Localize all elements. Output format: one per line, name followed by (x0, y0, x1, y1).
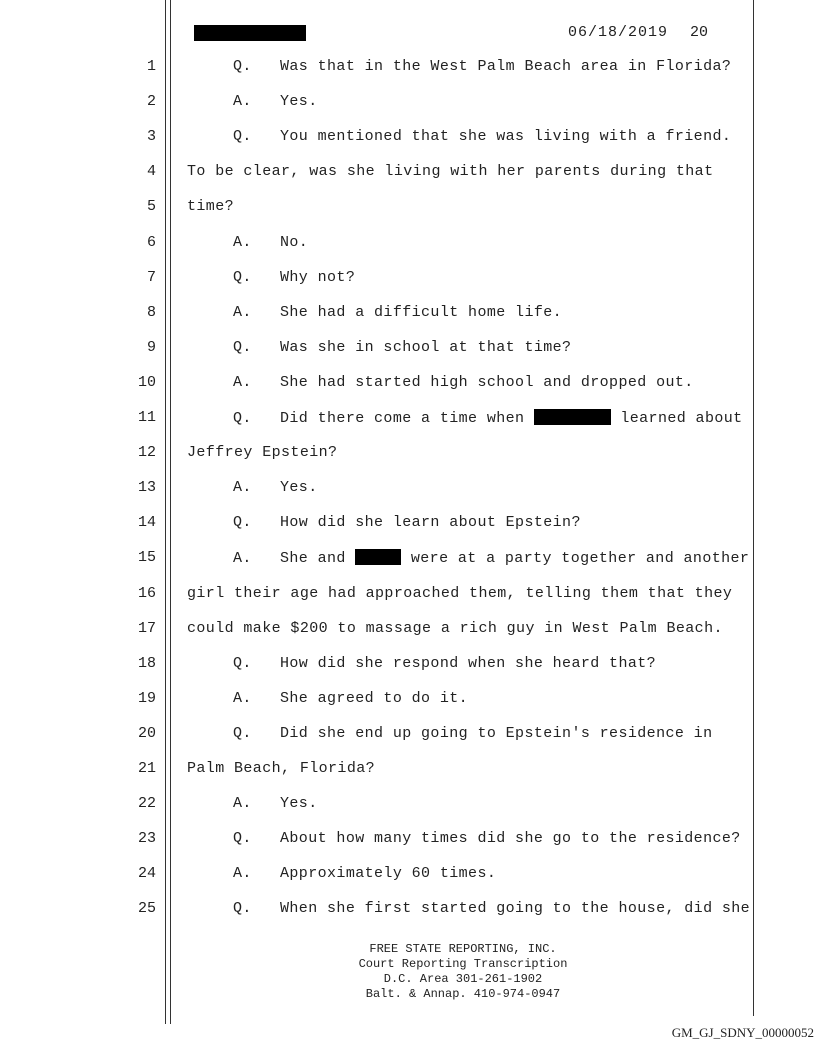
line-number: 17 (137, 619, 156, 637)
transcript-line (0, 58, 816, 93)
line-number: 21 (137, 760, 156, 777)
line-text-segment: A. Yes. (233, 93, 318, 111)
transcript-date: 06/18/2019 (568, 24, 669, 41)
transcript-line (0, 760, 816, 795)
footer-dc-phone: D.C. Area 301-261-1902 (383, 972, 543, 986)
line-number: 14 (137, 514, 156, 532)
line-text (233, 128, 731, 145)
footer-service: Court Reporting Transcription (358, 957, 568, 971)
transcript-line (0, 585, 816, 620)
line-text (233, 795, 318, 812)
line-text (187, 198, 234, 215)
transcript-line (0, 690, 816, 725)
line-number: 1 (146, 58, 156, 75)
line-number: 5 (146, 198, 156, 216)
transcript-line (0, 163, 816, 198)
line-text-segment: A. She had started high school and dropped out. (233, 373, 694, 391)
line-text (187, 163, 713, 180)
transcript-line (0, 409, 816, 444)
transcript-line (0, 198, 816, 233)
line-number: 3 (146, 128, 156, 146)
transcript-line (0, 795, 816, 830)
line-text-segment: A. No. (233, 233, 309, 251)
redaction-block (355, 549, 401, 565)
line-text-segment: A. Yes. (233, 479, 318, 497)
transcript-line (0, 374, 816, 409)
line-text-segment: Q. How did she respond when she heard that? (233, 654, 657, 672)
line-text-segment: Q. Was that in the West Palm Beach area in Florida? (233, 58, 732, 75)
line-text (187, 444, 337, 461)
line-text-segment: Q. Why not? (233, 268, 356, 286)
line-text-segment: To be clear, was she living with her parents during that (187, 163, 714, 181)
line-text (233, 865, 496, 882)
line-number: 8 (146, 303, 156, 321)
line-text (233, 900, 750, 917)
line-text-segment: A. Yes. (233, 795, 318, 813)
transcript-line (0, 620, 816, 655)
line-text-segment: girl their age had approached them, telling them that they (187, 584, 733, 602)
line-text-segment: were at a party together and another (401, 550, 750, 568)
line-number: 19 (137, 689, 156, 707)
line-text-segment: Q. How did she learn about Epstein? (233, 514, 581, 532)
line-text-segment: Q. You mentioned that she was living with a friend. (233, 128, 732, 146)
transcript-line (0, 725, 816, 760)
page-header (194, 22, 714, 42)
line-text-segment: A. She had a difficult home life. (233, 303, 563, 321)
line-text (233, 339, 571, 356)
line-text-segment: Q. Did there come a time when (233, 410, 534, 427)
line-number: 20 (137, 724, 156, 742)
line-text (233, 725, 712, 742)
bates-number: GM_GJ_SDNY_00000052 (671, 1025, 814, 1040)
line-number: 25 (137, 900, 156, 918)
line-number: 10 (137, 373, 156, 391)
line-text (187, 585, 732, 602)
line-text (233, 830, 741, 847)
line-text-segment: Jeffrey Epstein? (187, 444, 338, 462)
line-text-segment: A. She agreed to do it. (233, 689, 469, 707)
line-text (233, 304, 562, 321)
line-text-segment: Q. Did she end up going to Epstein's residence in (233, 724, 713, 742)
line-text-segment: Q. When she first started going to the house, did she (233, 900, 751, 918)
transcript-line (0, 128, 816, 163)
line-number: 24 (137, 865, 156, 883)
line-text (233, 269, 355, 286)
line-text (233, 479, 318, 496)
footer-balt-phone: Balt. & Annap. 410-974-0947 (365, 987, 561, 1001)
line-number: 23 (137, 830, 156, 848)
line-text-segment: Q. Was she in school at that time? (233, 338, 572, 356)
line-text-segment: A. She and (233, 550, 356, 568)
line-text (233, 690, 468, 707)
line-text-segment: time? (187, 198, 235, 216)
transcript-line (0, 339, 816, 374)
transcript-line (0, 514, 816, 549)
footer-company: FREE STATE REPORTING, INC. (369, 942, 557, 956)
line-number: 13 (137, 479, 156, 497)
line-number: 22 (137, 795, 156, 813)
transcript-line (0, 304, 816, 339)
line-text (233, 234, 308, 251)
transcript-line (0, 900, 816, 935)
line-text (233, 374, 694, 391)
line-text (233, 549, 749, 567)
line-number: 9 (146, 338, 156, 356)
line-text (233, 514, 581, 531)
line-text (187, 620, 723, 637)
reporter-footer (300, 942, 626, 1002)
redaction-block (534, 409, 611, 425)
transcript-line (0, 655, 816, 690)
line-number: 2 (146, 93, 156, 111)
page-number: 20 (690, 24, 709, 41)
line-number: 12 (137, 444, 156, 462)
line-text (233, 655, 656, 672)
transcript-line (0, 865, 816, 900)
line-text-segment: Palm Beach, Florida? (187, 760, 376, 777)
line-number: 18 (137, 654, 156, 672)
line-number: 7 (146, 268, 156, 286)
line-text-segment: could make $200 to massage a rich guy in West Palm Beach. (187, 619, 723, 637)
transcript-line (0, 549, 816, 584)
line-text-segment: Q. About how many times did she go to the residence? (233, 830, 741, 848)
redaction-block (194, 25, 306, 41)
line-text-segment: A. Approximately 60 times. (233, 865, 497, 883)
line-text-segment: learned about (610, 410, 743, 427)
line-number: 15 (137, 549, 156, 567)
line-number: 11 (137, 409, 156, 426)
transcript-line (0, 234, 816, 269)
transcript-line (0, 93, 816, 128)
transcript-line (0, 830, 816, 865)
line-text (233, 409, 743, 427)
line-text (233, 93, 318, 110)
transcript-line (0, 479, 816, 514)
line-text (233, 58, 731, 75)
line-number: 16 (137, 584, 156, 602)
line-number: 4 (146, 163, 156, 181)
line-number: 6 (146, 233, 156, 251)
transcript-line (0, 269, 816, 304)
transcript-line (0, 444, 816, 479)
line-text (187, 760, 375, 777)
